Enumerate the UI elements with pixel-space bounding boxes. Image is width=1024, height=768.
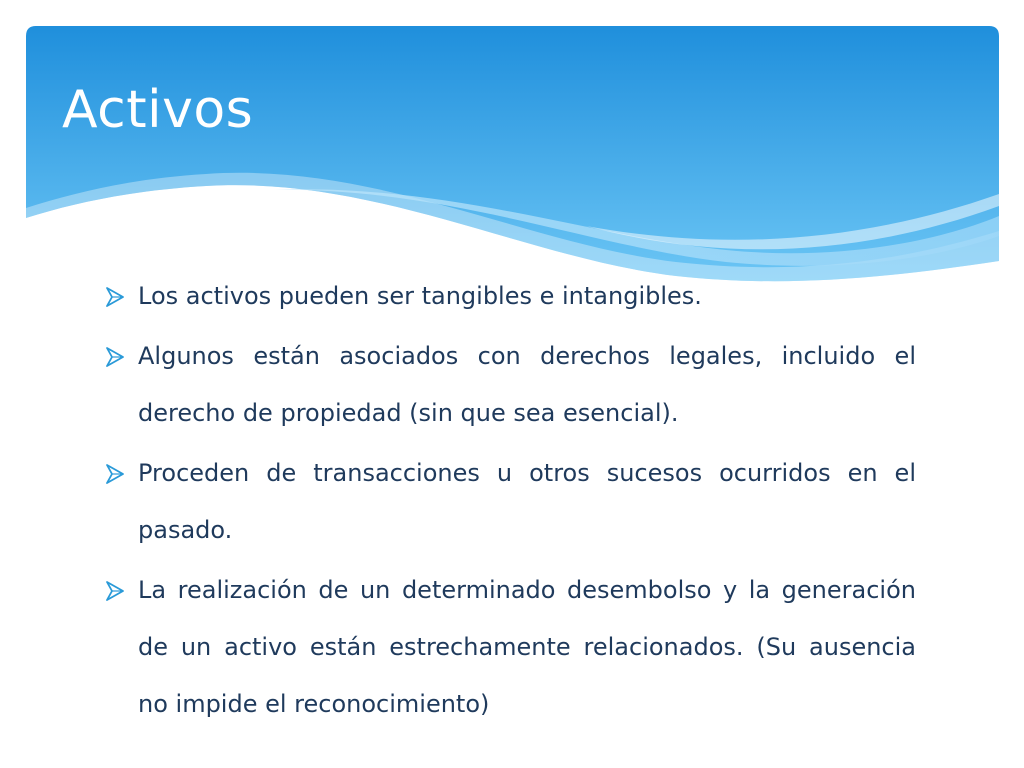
bullet-text: La realización de un determinado desembolso y la generación de un activo están estrechamente relacionados. (Su ausencia no impide el reconocimiento) xyxy=(138,576,916,718)
slide-title: Activos xyxy=(62,80,254,140)
arrow-bullet-icon xyxy=(104,580,126,602)
bullet-text: Los activos pueden ser tangibles e intangibles. xyxy=(138,282,702,310)
bullet-item xyxy=(104,328,916,442)
arrow-bullet-icon xyxy=(104,463,126,485)
bullet-item xyxy=(104,445,916,559)
title-banner xyxy=(26,26,999,286)
banner-wave-graphic xyxy=(26,26,999,286)
bullet-list xyxy=(104,268,916,736)
bullet-item xyxy=(104,562,916,733)
bullet-text: Proceden de transacciones u otros sucesos ocurridos en el pasado. xyxy=(138,459,916,544)
bullet-text: Algunos están asociados con derechos legales, incluido el derecho de propiedad (sin que sea esencial). xyxy=(138,342,916,427)
arrow-bullet-icon xyxy=(104,286,126,308)
bullet-item xyxy=(104,268,916,325)
arrow-bullet-icon xyxy=(104,346,126,368)
